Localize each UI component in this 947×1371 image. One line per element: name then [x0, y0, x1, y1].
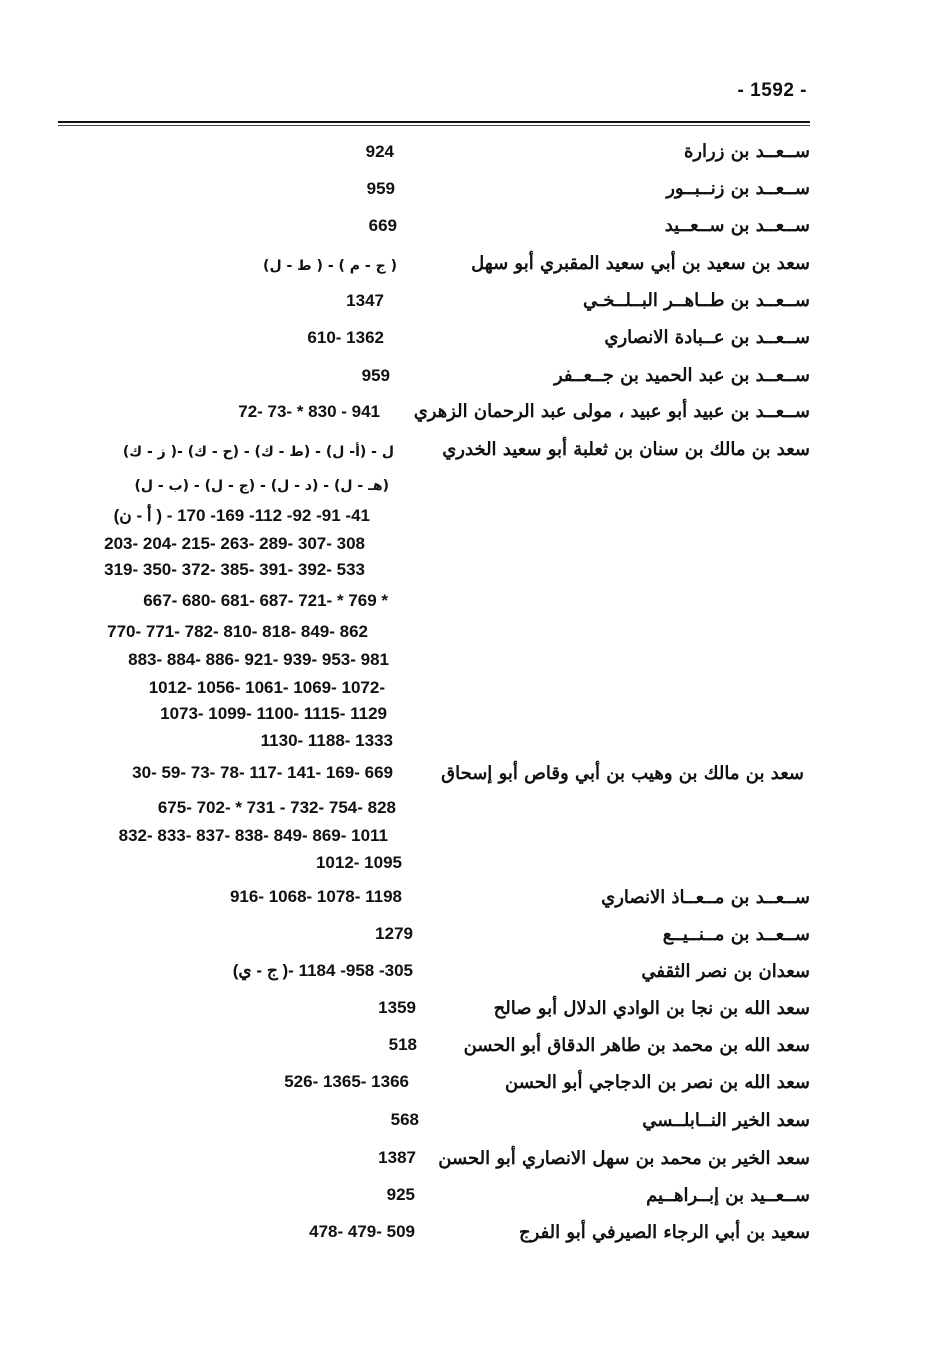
entry-pages: 72- 73- * 830 - 941 [238, 402, 380, 421]
entry-pages: 959 [366, 179, 395, 198]
entry-pages-continuation: 319- 350- 372- 385- 391- 392- 533 [104, 560, 365, 579]
entry-pages: 518 [388, 1035, 417, 1054]
entry-name: ســعــد بن ســعــيد [664, 215, 810, 236]
entry-pages-continuation: 203- 204- 215- 263- 289- 307- 308 [104, 534, 365, 553]
entry-pages: 924 [365, 142, 394, 161]
entry-pages-continuation: 770- 771- 782- 810- 818- 849- 862 [107, 622, 368, 641]
entry-pages-continuation: 883- 884- 886- 921- 939- 953- 981 [128, 650, 389, 669]
entry-name: سعد الخير بن محمد بن سهل الانصاري أبو الحسن [438, 1148, 810, 1169]
entry-name: سعيد بن أبي الرجاء الصيرفي أبو الفرج [519, 1222, 810, 1243]
entry-pages-continuation: 1073- 1099- 1100- 1115- 1129 [160, 704, 387, 723]
entry-name: ســعــيد بن إبــراهــيم [646, 1185, 810, 1206]
entry-pages: 916- 1068- 1078- 1198 [229, 887, 402, 906]
entry-pages: 925 [386, 1185, 415, 1204]
entry-pages-continuation: 667- 680- 681- 687- 721- * 769 * [143, 591, 388, 610]
entry-pages-continuation: 1130- 1188- 1333 [260, 731, 393, 750]
entry-pages-continuation: 832- 833- 837- 838- 849- 869- 1011 [118, 826, 388, 845]
entry-pages-continuation: (ب - ل) - (ج - ل) - (د - ل) - (هـ - ل) [134, 478, 389, 494]
entry-name: سعد بن سعيد بن أبي سعيد المقبري أبو سهل [471, 253, 810, 274]
entry-pages: 959 [361, 366, 390, 385]
entry-name: سعدان بن نصر الثقفي [641, 961, 810, 982]
entry-name: ســعــد بن مــنــيــع [662, 924, 810, 945]
entry-name: ســعــد بن زرارة [683, 141, 810, 162]
entry-name: ســعــد بن مــعــاذ الانصاري [601, 887, 810, 908]
header-rule [58, 121, 810, 123]
entry-pages-continuation: (أ - ن ) - 41- 91- 92- 112- 169- 170 [113, 506, 370, 525]
entry-name: سعد بن مالك بن وهيب بن أبي وقاص أبو إسحاق [441, 763, 804, 784]
entry-pages: (ط - ل ) - ( ج - م ) [263, 258, 397, 274]
entry-pages: 610- 1362 [307, 328, 384, 347]
entry-pages-continuation: 1012- 1095 [315, 853, 402, 872]
entry-pages: 30- 59- 73- 78- 117- 141- 169- 669 [132, 763, 393, 782]
entry-pages-continuation: 675- 702- * 731 - 732- 754- 828 [157, 798, 396, 817]
entry-name: ســعــد بن عبيد أبو عبيد ، مولى عبد الرحمان الزهري [413, 401, 810, 422]
entry-pages: 568 [390, 1110, 419, 1129]
entry-pages: 669 [368, 216, 397, 235]
entry-name: ســعــد بن طــاهــر البــلــخـي [582, 290, 810, 311]
entry-pages: 1359 [378, 998, 416, 1017]
entry-pages-continuation: 1012- 1056- 1061- 1069- 1072- [148, 678, 385, 697]
entry-pages: (ج - ي )- 305- 958- 1184 [232, 961, 413, 980]
entry-name: ســعــد بن عبد الحميد بن جــعــفر [553, 365, 810, 386]
entry-pages: 1347 [346, 291, 384, 310]
entry-name: ســعــد بن عــبادة الانصاري [604, 327, 810, 348]
entry-name: سعد الخير النــابلــسي [642, 1110, 810, 1131]
entry-name: ســعــد بن زنــبــور [666, 178, 810, 199]
entry-pages: 1279 [375, 924, 413, 943]
header-rule-thin [58, 125, 810, 126]
entry-name: سعد بن مالك بن سنان بن ثعلبة أبو سعيد الخدري [442, 439, 810, 460]
entry-pages: (ز - ك )- (ح - ك) - (ط - ك) - ل - (أ- ل) [122, 444, 394, 460]
entry-name: سعد الله بن محمد بن طاهر الدقاق أبو الحسن [463, 1035, 810, 1056]
entry-name: سعد الله بن نجا بن الوادي الدلال أبو صالح [493, 998, 810, 1019]
entry-pages: 478- 479- 509 [309, 1222, 415, 1241]
entry-name: سعد الله بن نصر بن الدجاجي أبو الحسن [505, 1072, 810, 1093]
page-number: - 1592 - [737, 80, 807, 101]
entry-pages: 1387 [378, 1148, 416, 1167]
entry-pages: 526- 1365- 1366 [284, 1072, 409, 1091]
